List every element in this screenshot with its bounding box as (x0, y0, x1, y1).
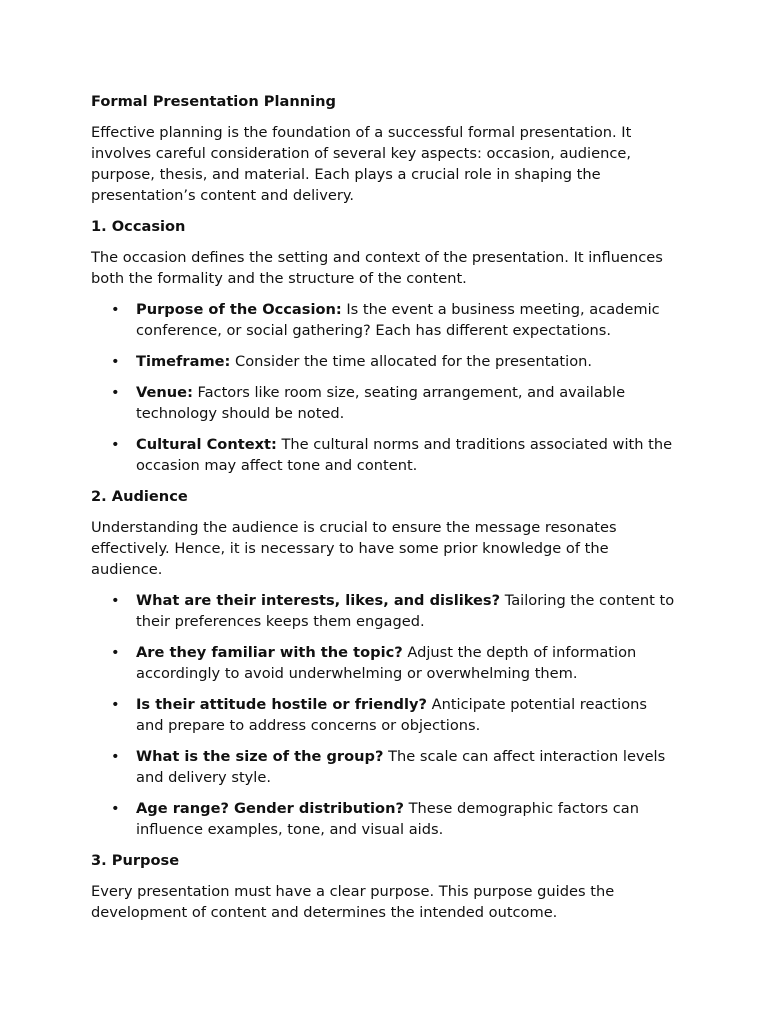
list-item (91, 590, 678, 632)
occasion-paragraph: The occasion defines the setting and context of the presentation. It influences both the formality and the structure of the content. (91, 249, 663, 287)
document-title: Formal Presentation Planning (91, 93, 336, 110)
list-item-term: Age range? Gender distribution? (136, 800, 404, 817)
list-item-desc: The scale can affect interaction levels and delivery style. (136, 748, 666, 786)
list-item-term: Venue: (136, 384, 193, 401)
occasion-list (91, 299, 678, 476)
bullet-icon: • (111, 353, 120, 370)
list-item (91, 434, 678, 476)
list-item (91, 382, 678, 424)
audience-list (91, 590, 678, 840)
section-heading-audience: 2. Audience (91, 488, 188, 505)
list-item (91, 694, 678, 736)
list-item-desc: These demographic factors can influence examples, tone, and visual aids. (136, 800, 639, 838)
list-item-desc: The cultural norms and traditions associated with the occasion may affect tone and content. (136, 436, 673, 474)
bullet-icon: • (111, 436, 120, 453)
list-item-desc: Is the event a business meeting, academic conference, or social gathering? Each has different expectations. (136, 301, 660, 339)
section-heading-purpose: 3. Purpose (91, 852, 180, 869)
audience-paragraph: Understanding the audience is crucial to ensure the message resonates effectively. Hence, it is necessary to have some prior knowledge of the audience. (91, 519, 617, 578)
bullet-icon: • (111, 644, 120, 661)
bullet-icon: • (111, 696, 120, 713)
list-item-term: Are they familiar with the topic? (136, 644, 403, 661)
bullet-icon: • (111, 301, 120, 318)
list-item (91, 299, 678, 341)
list-item (91, 746, 678, 788)
section-heading-occasion: 1. Occasion (91, 218, 186, 235)
bullet-icon: • (111, 800, 120, 817)
bullet-icon: • (111, 748, 120, 765)
list-item (91, 642, 678, 684)
list-item-desc: Tailoring the content to their preferences keeps them engaged. (136, 592, 675, 630)
bullet-icon: • (111, 592, 120, 609)
list-item-desc: Consider the time allocated for the presentation. (230, 353, 593, 370)
list-item-term: What are their interests, likes, and dislikes? (136, 592, 501, 609)
list-item-desc: Adjust the depth of information accordingly to avoid underwhelming or overwhelming them. (136, 644, 637, 682)
list-item-term: Is their attitude hostile or friendly? (136, 696, 427, 713)
list-item (91, 798, 678, 840)
intro-paragraph: Effective planning is the foundation of a successful formal presentation. It involves careful consideration of several key aspects: occasion, audience, purpose, thesis, and material. Each plays a crucial role in shaping the presentation’s content and delivery. (91, 124, 632, 204)
bullet-icon: • (111, 384, 120, 401)
list-item-desc: Factors like room size, seating arrangement, and available technology should be noted. (136, 384, 626, 422)
list-item-term: What is the size of the group? (136, 748, 384, 765)
list-item-term: Cultural Context: (136, 436, 277, 453)
list-item (91, 351, 678, 372)
list-item-term: Timeframe: (136, 353, 231, 370)
list-item-term: Purpose of the Occasion: (136, 301, 342, 318)
list-item-desc: Anticipate potential reactions and prepare to address concerns or objections. (136, 696, 647, 734)
purpose-paragraph: Every presentation must have a clear purpose. This purpose guides the development of content and determines the intended outcome. (91, 883, 615, 921)
